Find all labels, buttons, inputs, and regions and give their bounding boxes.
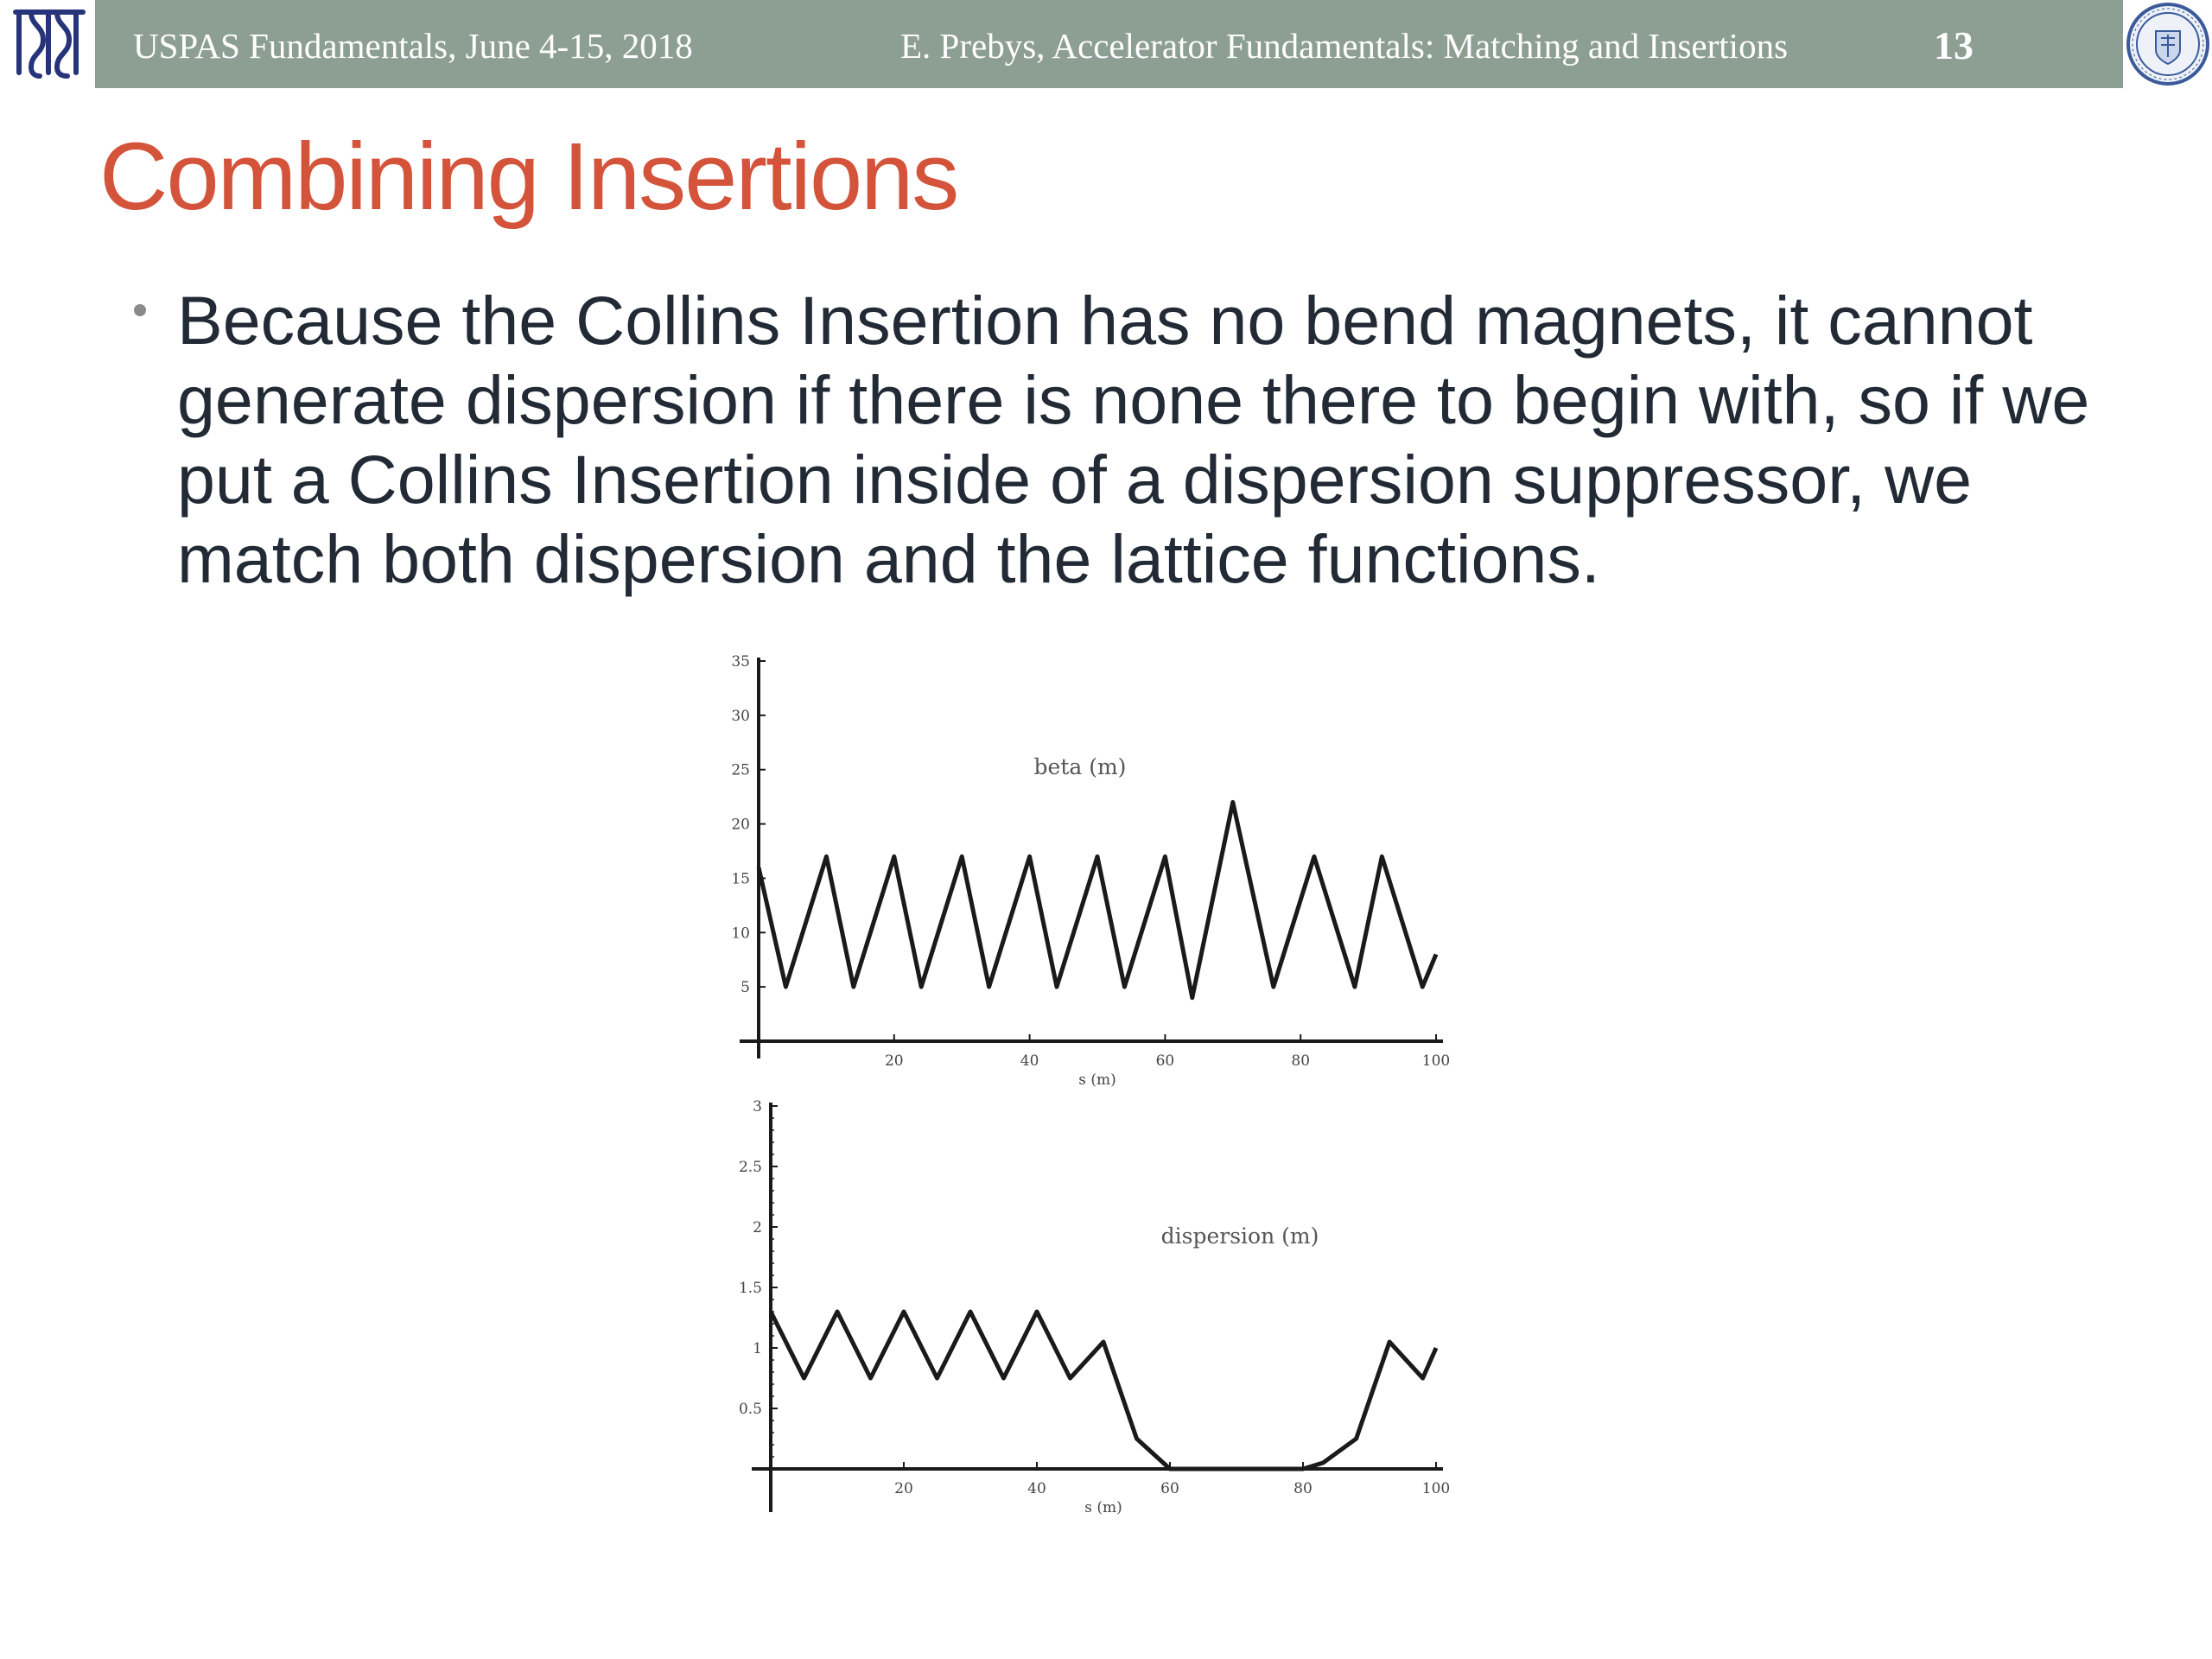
header-course: USPAS Fundamentals, June 4-15, 2018 — [133, 26, 693, 66]
y-tick-label: 2.5 — [738, 1159, 762, 1176]
x-tick-label: 20 — [894, 1480, 913, 1497]
y-tick-label: 25 — [731, 761, 750, 779]
page-number: 13 — [1934, 23, 1974, 67]
y-tick-label: 10 — [731, 925, 750, 943]
x-tick-label: 80 — [1291, 1052, 1311, 1070]
y-tick-label: 30 — [731, 707, 750, 725]
uspas-logo — [0, 0, 95, 88]
x-tick-label: 100 — [1421, 1052, 1451, 1070]
x-tick-label: 80 — [1294, 1480, 1313, 1497]
plot-annotation: beta (m) — [1033, 754, 1127, 779]
x-tick-label: 100 — [1421, 1480, 1451, 1497]
y-tick-label: 3 — [753, 1098, 762, 1116]
x-tick-label: 40 — [1027, 1480, 1046, 1497]
y-tick-label: 1 — [753, 1340, 762, 1357]
series-line-0 — [759, 802, 1436, 997]
y-tick-label: 1.5 — [738, 1280, 762, 1297]
header-lecture: E. Prebys, Accelerator Fundamentals: Matching and Insertions — [900, 26, 1789, 66]
y-tick-label: 2 — [753, 1219, 762, 1236]
slide-header — [0, 0, 2212, 88]
series-line-0 — [771, 1312, 1436, 1469]
dispersion-plot — [709, 1093, 1452, 1542]
plot-annotation: dispersion (m) — [1160, 1224, 1319, 1249]
x-tick-label: 40 — [1020, 1052, 1039, 1070]
x-tick-label: 60 — [1160, 1480, 1179, 1497]
chart-svg-1 — [709, 1093, 1452, 1542]
y-tick-label: 5 — [741, 979, 750, 997]
y-tick-label: 0.5 — [738, 1401, 762, 1418]
chart-svg-0 — [709, 639, 1452, 1106]
x-axis-label: s (m) — [1078, 1071, 1116, 1089]
y-tick-label: 20 — [731, 816, 750, 834]
beta-plot — [709, 639, 1452, 1106]
x-tick-label: 60 — [1155, 1052, 1175, 1070]
x-tick-label: 20 — [884, 1052, 904, 1070]
university-seal — [2123, 0, 2212, 88]
x-axis-label: s (m) — [1084, 1499, 1122, 1516]
y-tick-label: 35 — [731, 653, 750, 671]
slide-title: Combining Insertions — [99, 124, 958, 230]
bullet-text: Because the Collins Insertion has no bend magnets, it cannot generate dispersion if there is none there to begin with, so if we put a Collins Insertion inside of a dispersion suppressor, we match both dispersion and the lattice functions. — [177, 282, 2090, 597]
y-tick-label: 15 — [731, 870, 750, 888]
bullet-marker — [134, 304, 146, 316]
